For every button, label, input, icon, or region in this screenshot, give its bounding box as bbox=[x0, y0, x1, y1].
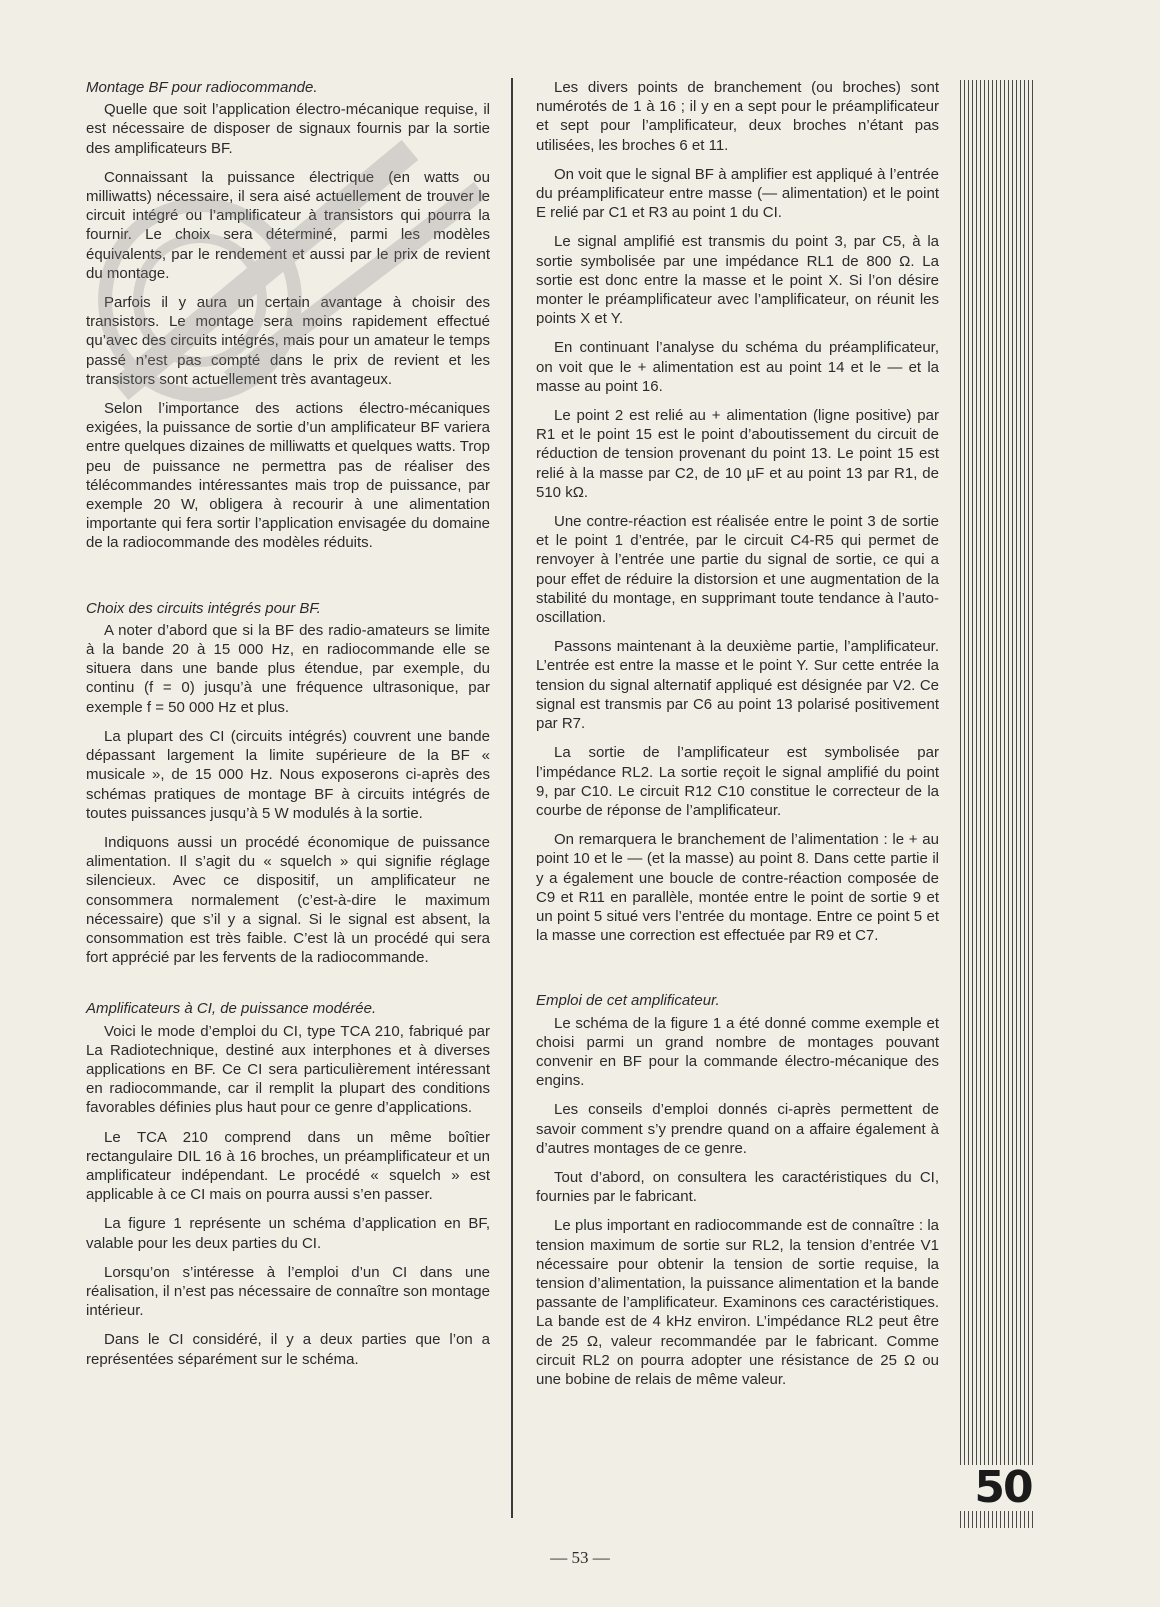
page-badge: 50 bbox=[960, 1465, 1046, 1511]
paragraph: Parfois il y aura un certain avantage à choisir des transistors. Le montage sera moins rapidement effectué qu’avec des circuits intégrés, mais pour un amateur le temps passé n’est pas compté dans le prix de revient et les transistors sont actuellement très avantageux. bbox=[86, 294, 490, 388]
paragraph: Le plus important en radiocommande est de connaître : la tension maximum de sortie sur RL2, la tension d’entrée V1 nécessaire pour obtenir la tension de sortie requise, la tension d’alimentation, la puissance alimentation et la bande passante de l’amplificateur. Examinons ces caractéristiques. La bande est de 4 kHz environ. L’impédance RL2 peut être de 25 Ω, valeur recommandée par le fabricant. Comme circuit RL2 on pourra adopter une résistance de 25 Ω ou une bobine de relais de même valeur. bbox=[536, 1217, 939, 1388]
paragraph: Quelle que soit l’application électro-mécanique requise, il est nécessaire de disposer de signaux fournis par la sortie des amplificateurs BF. bbox=[86, 101, 490, 157]
paragraph: Voici le mode d’emploi du CI, type TCA 210, fabriqué par La Radiotechnique, destiné aux interphones et à diverses applications en BF. Ce CI sera particulièrement intéressant en radiocommande, car il remplit la plupart des conditions favorables définies plus haut pour ce genre d’applications. bbox=[86, 1022, 490, 1117]
paragraph: On voit que le signal BF à amplifier est appliqué à l’entrée du préamplificateur entre masse (— alimentation) et le point E relié par C1 et R3 au point 1 du CI. bbox=[536, 165, 939, 222]
paragraph: La figure 1 représente un schéma d’application en BF, valable pour les deux parties du CI. bbox=[86, 1215, 490, 1252]
section-spacer bbox=[86, 563, 490, 599]
section-heading: Choix des circuits intégrés pour BF. bbox=[86, 599, 321, 617]
paragraph: Les divers points de branchement (ou broches) sont numérotés de 1 à 16 ; il y en a sept pour le préamplificateur et sept pour l’amplificateur, deux broches n’étant pas utilisées, les broches 6 et 11. bbox=[536, 79, 939, 154]
paragraph: Le schéma de la figure 1 a été donné comme exemple et choisi parmi un grand nombre de montages pouvant convenir en BF pour la commande électro-mécanique des engins. bbox=[536, 1014, 939, 1090]
paragraph: Le TCA 210 comprend dans un même boîtier rectangulaire DIL 16 à 16 broches, un préamplificateur et un amplificateur indépendant. Le procédé « squelch » est applicable à ce CI mais on pourra aussi s’en passer. bbox=[86, 1128, 490, 1204]
section-spacer bbox=[86, 977, 490, 999]
paragraph: Connaissant la puissance électrique (en watts ou milliwatts) nécessaire, il sera aisé actuellement de trouver le circuit intégré ou l’amplificateur à transistors qui pourra la fournir. Le choix sera déterminé, parmi les modèles équivalents, par le rendement et aussi par le prix de revient du montage. bbox=[86, 168, 490, 282]
paragraph: Lorsqu’on s’intéresse à l’emploi d’un CI dans une réalisation, il n’est pas nécessaire de connaître son montage intérieur. bbox=[86, 1263, 490, 1320]
right-column bbox=[536, 78, 939, 1399]
side-stripe-decoration bbox=[960, 80, 1034, 1528]
paragraph: Le point 2 est relié au + alimentation (ligne positive) par R1 et le point 15 est le point d’aboutissement du circuit de réduction de tension provenant du point 13. Le point 15 est relié à la masse par C2, de 10 µF et au point 13 par R1, de 510 kΩ. bbox=[536, 407, 939, 501]
section-spacer bbox=[536, 955, 939, 991]
paragraph: Dans le CI considéré, il y a deux parties que l’on a représentées séparément sur le schéma. bbox=[86, 1331, 490, 1368]
paragraph: En continuant l’analyse du schéma du préamplificateur, on voit que le + alimentation est au point 14 et le — et la masse au point 16. bbox=[536, 339, 939, 395]
section-heading: Amplificateurs à CI, de puissance modérée. bbox=[86, 1000, 377, 1018]
column-divider bbox=[511, 78, 513, 1518]
section-heading: Montage BF pour radiocommande. bbox=[86, 79, 318, 96]
left-column bbox=[86, 78, 490, 1379]
paragraph: Selon l’importance des actions électro-mécaniques exigées, la puissance de sortie d’un amplificateur BF variera entre quelques dizaines de milliwatts et quelques watts. Trop peu de puissance ne permettra pas de réaliser des télécommandes intéressantes mais trop de puissance, par exemple 20 W, obligera à recourir à une alimentation importante qui fera sortir l’application envisagée du domaine de la radiocommande des modèles réduits. bbox=[86, 400, 490, 552]
paragraph: A noter d’abord que si la BF des radio-amateurs se limite à la bande 20 à 15 000 Hz, en radiocommande elle se situera dans une bande plus étendue, par exemple, du continu (f = 0) jusqu’à une fréquence ultrasonique, par exemple f = 50 000 Hz et plus. bbox=[86, 621, 490, 716]
paragraph: Le signal amplifié est transmis du point 3, par C5, à la sortie symbolisée par une impédance RL1 de 800 Ω. La sortie est donc entre la masse et le point X. Si l’on désire monter le préamplificateur avec l’amplificateur, on réunit les points X et Y. bbox=[536, 233, 939, 328]
section-heading: Emploi de cet amplificateur. bbox=[536, 992, 720, 1010]
page-number: — 53 — bbox=[550, 1548, 610, 1567]
paragraph: Une contre-réaction est réalisée entre le point 3 de sortie et le point 1 d’entrée, par le circuit C4-R5 qui permet de renvoyer à l’entrée une partie du signal de sortie, ce qui a pour effet de réduire la distorsion et une augmentation de la stabilité du montage, en supprimant toute tendance à l’auto-oscillation. bbox=[536, 513, 939, 627]
paragraph: La sortie de l’amplificateur est symbolisée par l’impédance RL2. La sortie reçoit le signal amplifié du point 9, par C10. Le circuit R12 C10 constitue le correcteur de la courbe de réponse de l’amplificateur. bbox=[536, 744, 939, 819]
paragraph: Passons maintenant à la deuxième partie, l’amplificateur. L’entrée est entre la masse et le point Y. Sur cette entrée la tension du signal alternatif appliqué est désignée par V2. Ce signal est transmis par C6 au point 13 polarisé positivement par R7. bbox=[536, 638, 939, 733]
paragraph: Indiquons aussi un procédé économique de puissance alimentation. Il s’agit du « squelch » qui signifie réglage silencieux. Avec ce dispositif, un amplificateur ne consommera normalement (c’est-à-dire le maximum nécessaire) que s’il y a signal. Si le signal est absent, la consommation est très faible. C’est là un procédé qui sera fort apprécié par les fervents de la radiocommande. bbox=[86, 833, 490, 967]
paragraph: La plupart des CI (circuits intégrés) couvrent une bande dépassant largement la limite supérieure de la BF « musicale », de 15 000 Hz. Nous exposerons ci-après des schémas pratiques de montage BF à circuits intégrés de toutes puissances jusqu’à 5 W modulés à la sortie. bbox=[86, 727, 490, 822]
paragraph: On remarquera le branchement de l’alimentation : le + au point 10 et le — (et la masse) au point 8. Dans cette partie il y a également une boucle de contre-réaction composée de C9 et R11 en parallèle, montée entre le point de sortie 9 et un point 5 situé vers l’entrée du montage. Entre ce point 5 et la masse une correction est effectuée par R9 et C7. bbox=[536, 831, 939, 945]
paragraph: Les conseils d’emploi donnés ci-après permettent de savoir comment s’y prendre quand on a affaire également à d’autres montages de ce genre. bbox=[536, 1101, 939, 1157]
paragraph: Tout d’abord, on consultera les caractéristiques du CI, fournies par le fabricant. bbox=[536, 1168, 939, 1206]
